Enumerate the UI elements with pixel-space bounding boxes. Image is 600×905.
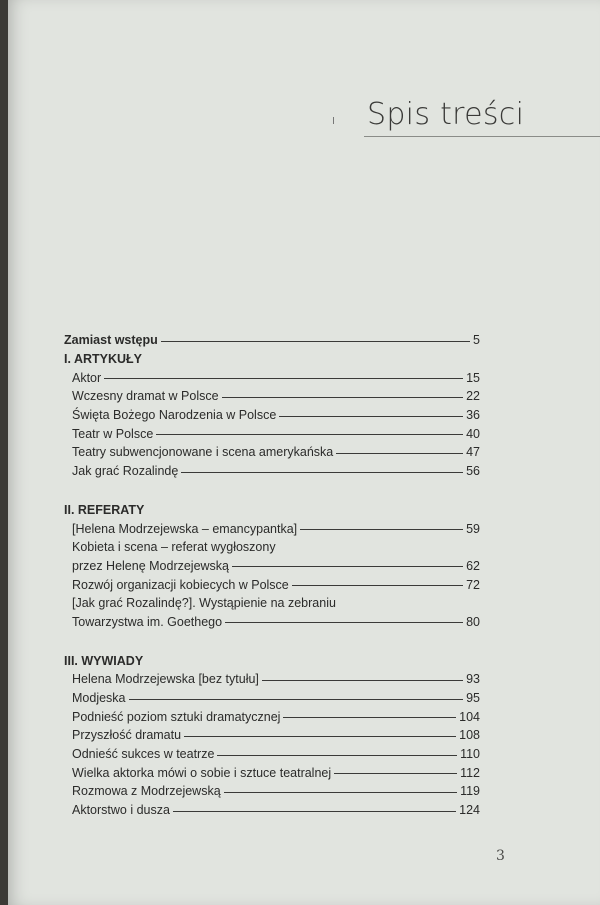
- leader-line: [104, 378, 463, 379]
- decorative-tick: [333, 117, 334, 124]
- toc-entry-page: 95: [466, 691, 480, 706]
- toc-entry-label: Odnieść sukces w teatrze: [72, 747, 215, 762]
- toc-entry-label: Wczesny dramat w Polsce: [72, 389, 219, 404]
- leader-line: [184, 736, 456, 737]
- toc-entry-label: Helena Modrzejewska [bez tytułu]: [72, 672, 259, 687]
- section-heading-interviews: III. WYWIADY: [64, 653, 144, 668]
- table-of-contents: [64, 331, 480, 820]
- toc-entry-label: Wielka aktorka mówi o sobie i sztuce teatralnej: [72, 765, 332, 780]
- toc-entry-label: Aktor: [72, 370, 102, 385]
- leader-line: [225, 622, 463, 623]
- toc-entry-label: Jak grać Rozalindę: [72, 464, 179, 479]
- toc-entry-label: Przyszłość dramatu: [72, 728, 182, 743]
- toc-entry: [64, 745, 480, 764]
- toc-entry-label: Aktorstwo i dusza: [72, 803, 170, 818]
- toc-entry: [64, 763, 480, 782]
- toc-entry-page: 124: [459, 803, 480, 818]
- toc-entry-page: 40: [466, 426, 480, 441]
- toc-entry-page: 5: [473, 333, 480, 348]
- toc-entry: [64, 387, 480, 406]
- title-rule: [364, 136, 600, 137]
- toc-entry: [64, 462, 480, 481]
- toc-entry-page: 56: [466, 464, 480, 479]
- leader-line: [232, 566, 463, 567]
- toc-entry-page: 108: [459, 728, 480, 743]
- toc-entry-page: 59: [466, 521, 480, 536]
- toc-entry: [64, 782, 480, 801]
- toc-entry-page: 47: [466, 445, 480, 460]
- toc-entry-page: 22: [466, 389, 480, 404]
- toc-entry: [64, 707, 480, 726]
- toc-entry: [64, 368, 480, 387]
- section-heading-papers: II. REFERATY: [64, 502, 145, 517]
- leader-line: [129, 699, 464, 700]
- toc-entry-label: Teatry subwencjonowane i scena amerykańska: [72, 445, 334, 460]
- toc-entry: [64, 406, 480, 425]
- leader-line: [222, 397, 464, 398]
- leader-line: [224, 792, 457, 793]
- toc-entry-label: Towarzystwa im. Goethego: [72, 614, 223, 629]
- page-title: Spis treści: [367, 97, 525, 132]
- leader-line: [283, 717, 456, 718]
- toc-entry-label: Zamiast wstępu: [64, 333, 158, 348]
- leader-line: [279, 416, 463, 417]
- toc-entry: [64, 575, 480, 594]
- toc-entry-page: 112: [460, 765, 480, 780]
- title-block: [364, 95, 600, 137]
- toc-entry-label: Święta Bożego Narodzenia w Polsce: [72, 408, 277, 423]
- toc-entry-label: Teatr w Polsce: [72, 426, 154, 441]
- toc-entry: [64, 801, 480, 820]
- leader-line: [300, 529, 463, 530]
- toc-entry-page: 36: [466, 408, 480, 423]
- leader-line: [173, 811, 456, 812]
- toc-entry-label: Podnieść poziom sztuki dramatycznej: [72, 709, 281, 724]
- page-number: 3: [496, 848, 505, 864]
- toc-entry: [64, 557, 480, 576]
- toc-entry-label: Rozwój organizacji kobiecych w Polsce: [72, 577, 289, 592]
- section-heading-articles: I. ARTYKUŁY: [64, 352, 143, 367]
- leader-line: [262, 680, 463, 681]
- toc-entry-page: 80: [466, 614, 480, 629]
- toc-entry-page: 104: [459, 709, 480, 724]
- toc-entry-page: 110: [460, 747, 480, 762]
- toc-entry-label: Kobieta i scena – referat wygłoszony: [72, 540, 276, 555]
- toc-entry-page: 93: [466, 672, 480, 687]
- toc-entry: [64, 519, 480, 538]
- toc-entry-label: [Jak grać Rozalindę?]. Wystąpienie na zebraniu: [72, 596, 336, 611]
- toc-entry: [64, 726, 480, 745]
- section-gap: [64, 631, 480, 651]
- toc-entry-page: 119: [460, 784, 480, 799]
- toc-entry: [64, 613, 480, 632]
- leader-line: [292, 585, 463, 586]
- toc-entry-label: Rozmowa z Modrzejewską: [72, 784, 221, 799]
- toc-entry-label: przez Helenę Modrzejewską: [72, 558, 230, 573]
- toc-entry-continued: [64, 594, 480, 613]
- leader-line: [336, 453, 463, 454]
- book-page: [8, 0, 600, 905]
- toc-entry-label: [Helena Modrzejewska – emancypantka]: [72, 521, 298, 536]
- leader-line: [156, 434, 463, 435]
- toc-entry-continued: [64, 538, 480, 557]
- toc-entry-page: 72: [466, 577, 480, 592]
- toc-entry-intro: [64, 331, 480, 350]
- toc-entry: [64, 689, 480, 708]
- leader-line: [217, 755, 457, 756]
- toc-entry: [64, 424, 480, 443]
- toc-entry-label: Modjeska: [72, 691, 126, 706]
- toc-entry-page: 62: [466, 558, 480, 573]
- leader-line: [334, 773, 457, 774]
- toc-entry: [64, 670, 480, 689]
- leader-line: [181, 472, 463, 473]
- toc-entry-page: 15: [466, 370, 480, 385]
- leader-line: [161, 341, 470, 342]
- toc-entry: [64, 443, 480, 462]
- section-gap: [64, 481, 480, 501]
